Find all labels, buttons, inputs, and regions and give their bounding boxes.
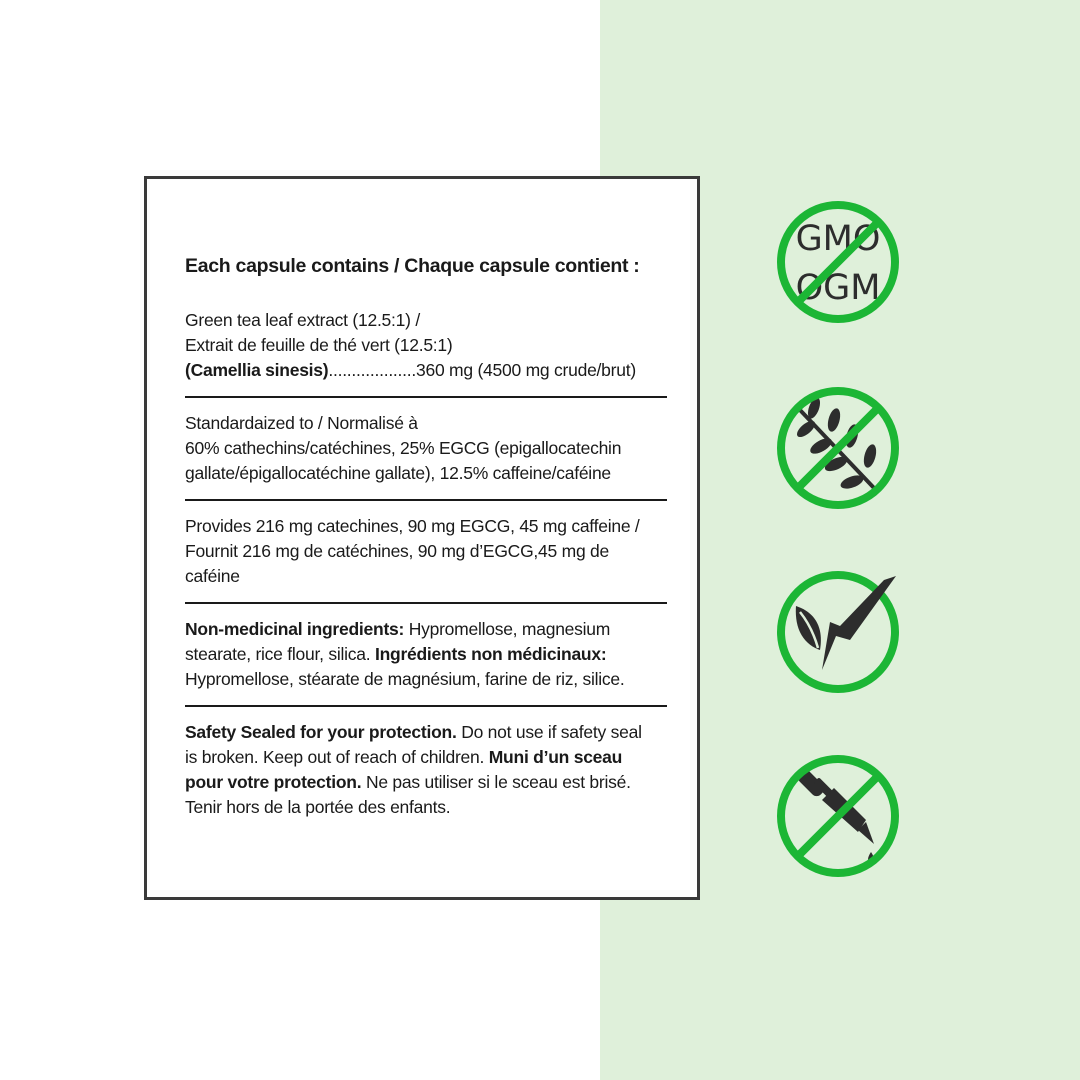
no-gluten-wheat-icon (774, 384, 902, 512)
extract-section (185, 308, 667, 383)
provides-section (185, 514, 667, 589)
safety-text-en-1: Do not use if safety seal (461, 722, 642, 742)
section-divider (185, 705, 667, 707)
standardized-line-3: gallate/épigallocatéchine gallate), 12.5% caffeine/caféine (185, 463, 611, 483)
extract-amount-line (185, 358, 667, 383)
extract-amount: 360 mg (4500 mg crude/brut) (416, 360, 636, 380)
no-gmo-icon (774, 198, 902, 326)
standardized-section (185, 411, 667, 486)
safety-title-en: Safety Sealed for your protection. (185, 722, 457, 742)
standardized-line-2: 60% cathechins/catéchines, 25% EGCG (epigallocatechin (185, 438, 622, 458)
botanical-name: (Camellia sinesis) (185, 360, 329, 380)
non-medicinal-line-2 (185, 642, 667, 667)
provides-line-1: Provides 216 mg catechines, 90 mg EGCG, 45 mg caffeine / (185, 516, 640, 536)
section-divider (185, 396, 667, 398)
provides-line-2: Fournit 216 mg de catéchines, 90 mg d’EGCG,45 mg de (185, 541, 610, 561)
ogm-text: OGM (795, 268, 881, 308)
non-medicinal-text-fr: Hypromellose, stéarate de magnésium, farine de riz, silice. (185, 669, 625, 689)
vegan-leaf-check-icon (774, 568, 902, 696)
gmo-text: GMO (795, 219, 881, 259)
label-content (185, 255, 667, 820)
extract-line-en: Green tea leaf extract (12.5:1) / (185, 310, 420, 330)
section-divider (185, 499, 667, 501)
label-heading: Each capsule contains / Chaque capsule contient : (185, 255, 640, 277)
provides-line-3: caféine (185, 566, 240, 586)
standardized-line-1: Standardaized to / Normalisé à (185, 413, 418, 433)
safety-text-en-2: is broken. Keep out of reach of children. (185, 747, 485, 767)
safety-line-1 (185, 720, 667, 745)
no-dropper-icon (774, 752, 902, 880)
non-medicinal-title-fr: Ingrédients non médicinaux: (374, 644, 607, 664)
safety-line-3 (185, 770, 667, 795)
safety-line-2 (185, 745, 667, 770)
non-medicinal-section (185, 617, 667, 692)
non-medicinal-line-1 (185, 617, 667, 642)
safety-text-fr-1: Ne pas utiliser si le sceau est brisé. (365, 772, 631, 792)
non-medicinal-text-en-1: Hypromellose, magnesium (408, 619, 611, 639)
non-medicinal-title-en: Non-medicinal ingredients: (185, 619, 405, 639)
safety-title-fr-2: pour votre protection. (185, 772, 362, 792)
non-medicinal-text-en-2: stearate, rice flour, silica. (185, 644, 371, 664)
safety-section (185, 720, 667, 820)
safety-title-fr-1: Muni d’un sceau (488, 747, 623, 767)
safety-text-fr-2: Tenir hors de la portée des enfants. (185, 797, 451, 817)
leader-dots: ................... (328, 360, 416, 380)
extract-line-fr: Extrait de feuille de thé vert (12.5:1) (185, 335, 453, 355)
section-divider (185, 602, 667, 604)
supplement-facts-label (144, 176, 700, 900)
